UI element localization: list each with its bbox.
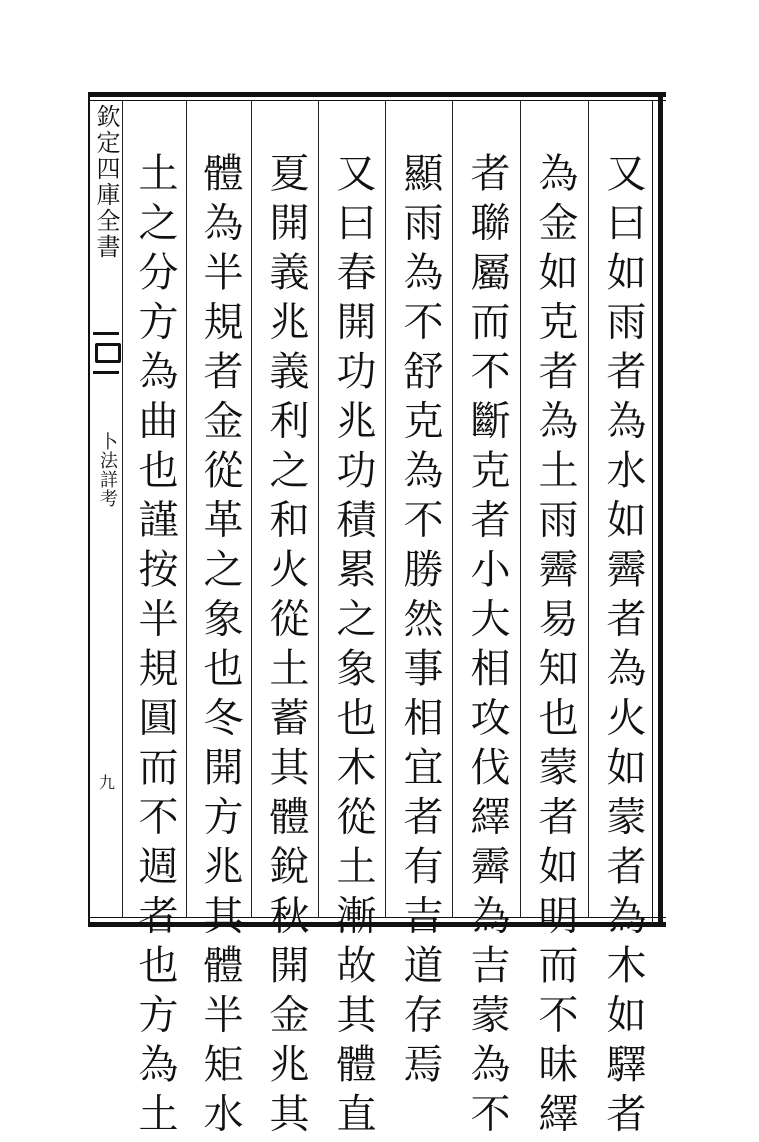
margin-book-title: 欽定四庫全書 [92,104,120,260]
text-column-3: 者聯屬而不斷克者小大相攻伐繹霽為吉蒙為不 [464,152,510,1142]
column-rule [588,100,589,918]
column-rule [520,100,521,918]
frame-left-border [88,92,90,927]
text-column-1: 又曰如雨者為水如霽者為火如蒙者為木如驛者 [600,152,646,1142]
frame-right-border [658,92,663,927]
text-column-6: 夏開義兆義利之和火從土蓄其體銳秋開金兆其 [263,152,309,1142]
column-rule [251,100,252,918]
column-rule [318,100,319,918]
text-column-8: 土之分方為曲也謹按半規圓而不週者也方為土 [132,152,178,1142]
text-column-4: 顯雨為不舒克為不勝然事相宜者有吉道存焉 [397,152,443,1093]
frame-top-border [88,92,666,97]
margin-section-title: 卜法詳考 [97,432,118,508]
text-column-2: 為金如克者為土雨霽易知也蒙者如明而不昧繹 [532,152,578,1142]
frame-top-inner-border [88,100,666,101]
text-column-7: 體為半規者金從革之象也冬開方兆其體半矩水 [197,152,243,1142]
page-number: 九 [99,773,116,792]
column-rule [452,100,453,918]
fish-tail-mark [93,332,119,374]
text-column-5: 又曰春開功兆功積累之象也木從土漸故其體直 [330,152,376,1142]
column-rule [186,100,187,918]
column-rule [385,100,386,918]
frame-right-inner-border [652,100,653,922]
column-rule [122,100,123,918]
